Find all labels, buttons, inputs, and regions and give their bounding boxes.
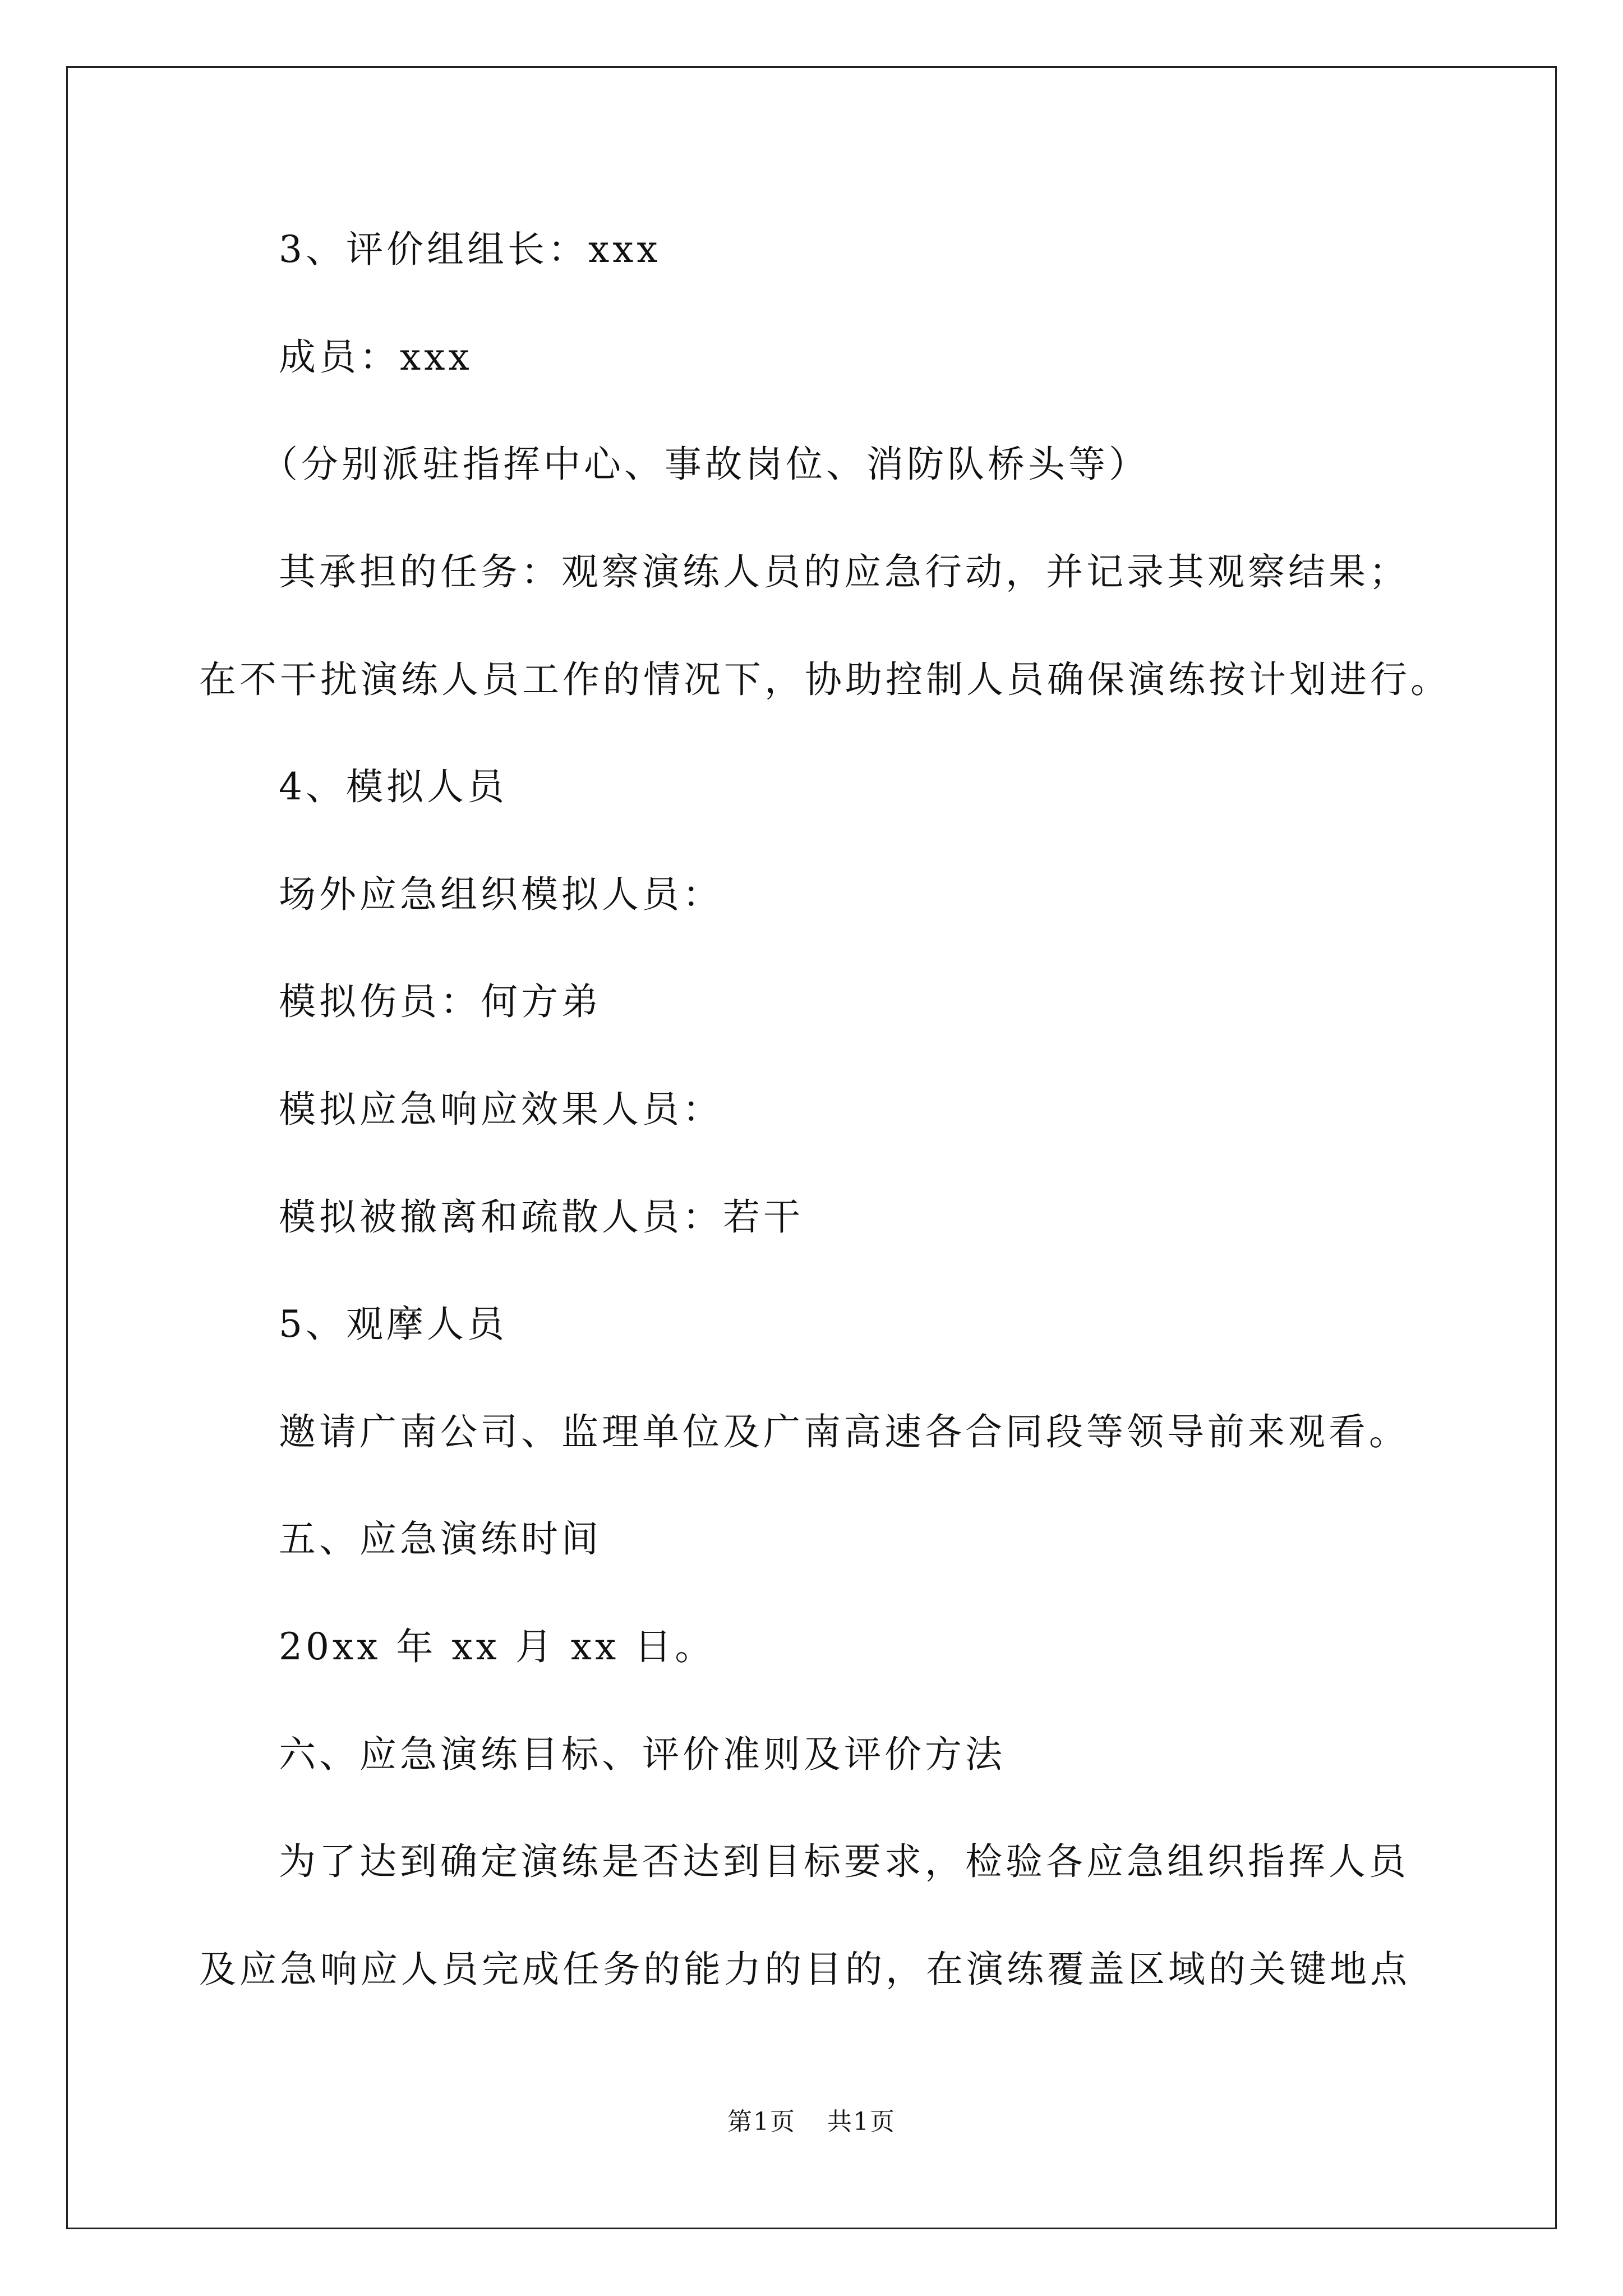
evaluation-leader-line: 3、评价组组长：xxx — [279, 228, 661, 271]
members-line: 成员：xxx — [279, 335, 473, 379]
simulated-injured-line: 模拟伤员：何方弟 — [279, 980, 602, 1023]
assignment-note-line: （分别派驻指挥中心、事故岗位、消防队桥头等） — [261, 443, 1149, 486]
observers-invite-line: 邀请广南公司、监理单位及广南高速各合同段等领导前来观看。 — [279, 1410, 1409, 1453]
simulated-response-line: 模拟应急响应效果人员： — [279, 1088, 723, 1131]
page-footer — [0, 2106, 1623, 2138]
section-4-heading: 4、模拟人员 — [279, 765, 508, 808]
objective-line-2: 及应急响应人员完成任务的能力的目的，在演练覆盖区域的关键地点 — [199, 1948, 1410, 1991]
drill-date-line: 20xx 年 xx 月 xx 日。 — [279, 1625, 716, 1668]
offsite-simulation-line: 场外应急组织模拟人员： — [279, 873, 723, 916]
simulated-evacuees-line: 模拟被撤离和疏散人员：若干 — [279, 1195, 804, 1239]
section-six-heading: 六、应急演练目标、评价准则及评价方法 — [279, 1733, 1006, 1776]
page-number: 第1页 — [727, 2108, 796, 2136]
page-total: 共1页 — [827, 2108, 896, 2136]
page-border — [66, 66, 1557, 2229]
section-five-heading: 五、应急演练时间 — [279, 1517, 602, 1561]
section-5-heading: 5、观摩人员 — [279, 1303, 508, 1346]
objective-line-1: 为了达到确定演练是否达到目标要求，检验各应急组织指挥人员 — [279, 1840, 1409, 1883]
task-line-2: 在不干扰演练人员工作的情况下，协助控制人员确保演练按计划进行。 — [199, 658, 1451, 701]
task-line-1: 其承担的任务：观察演练人员的应急行动，并记录其观察结果； — [279, 550, 1409, 593]
